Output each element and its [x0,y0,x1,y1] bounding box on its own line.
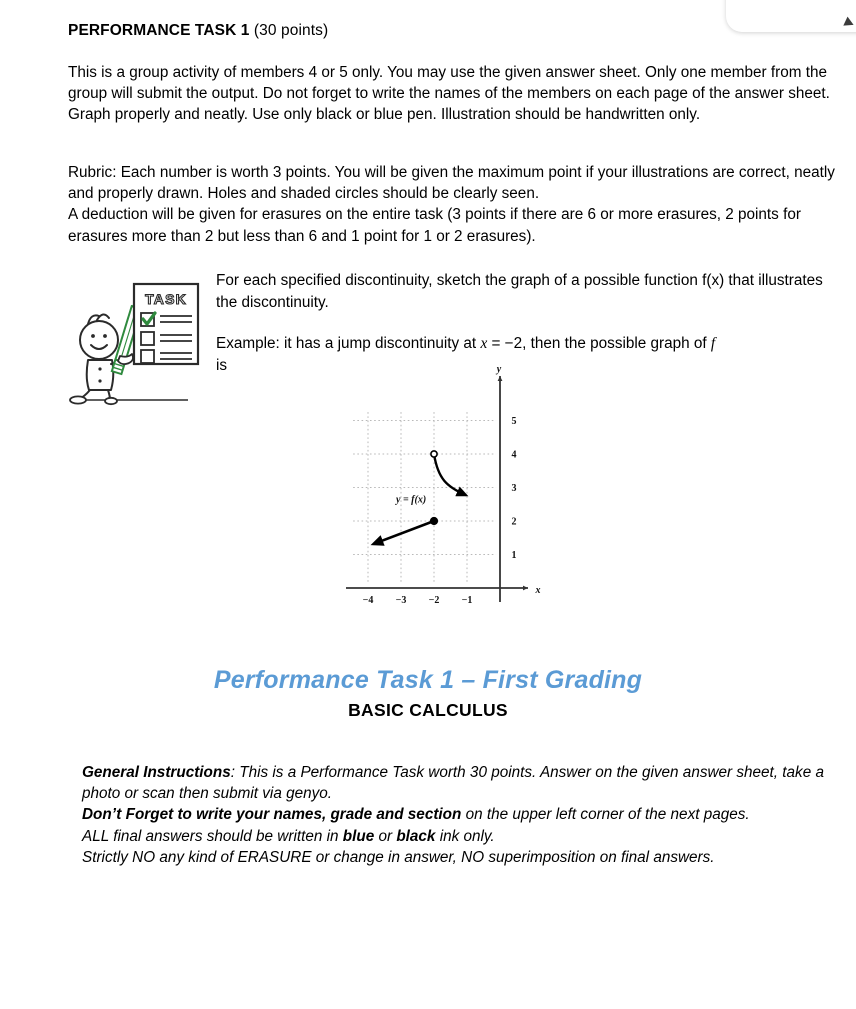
general-instructions-text-2: on the upper left corner of the next pages. [461,806,750,824]
y-axis-label: y [496,364,502,375]
task-instruction: For each specified discontinuity, sketch the graph of a possible function f(x) that illustrates the discontinuity. [216,272,823,311]
general-instructions-block [82,762,838,868]
task-instruction-block [216,270,836,376]
discontinuity-graph [340,362,550,612]
ink-text-b: or [374,827,397,845]
rubric-line-2: A deduction will be given for erasures on the entire task (3 points if there are 6 or more erasures, 2 points for erasures more than 2 but less than 6 and 1 point for 1 or 2 erasures). [68,206,801,245]
intro-text: This is a group activity of members 4 or 5 only. You may use the given answer sheet. Only one member from the group will submit the output. Do not forget to write the names of the members on each page of the answer sheet. [68,64,830,103]
page-title-main: PERFORMANCE TASK 1 [68,22,250,39]
rubric-line-1: Rubric: Each number is worth 3 points. You will be given the maximum point if your illustrations are correct, neatly and properly drawn. Holes and shaded circles should be clearly seen. [68,164,835,203]
general-instructions-label: General Instructions [82,764,231,781]
page-title-points: (30 points) [253,22,329,39]
y-tick-label: 4 [511,449,517,461]
x-axis-arrow [523,586,528,591]
svg-text:TASK: TASK [145,291,187,307]
jump-discontinuity-chart [340,362,550,612]
task-example-var: x [480,335,488,352]
function-label: y = f(x) [396,494,427,506]
ink-black-label: black [396,827,436,845]
y-tick-label: 2 [511,516,517,528]
general-instructions-line-1 [82,762,838,804]
intro-paragraph [68,62,838,126]
rubric-paragraph [68,162,838,247]
task-example-prefix: Example: it has a jump discontinuity at [216,335,481,352]
segment-branch-lower [374,521,434,544]
task-spacer [216,313,836,333]
curve-branch-upper [434,454,465,495]
x-tick-label: −4 [362,595,374,606]
open-circle-marker [431,451,437,457]
task-example-end: is [216,356,228,374]
ink-text-a: ALL final answers should be written in [82,827,343,845]
stick-figure-with-task-checklist-icon [64,272,206,408]
general-instructions-line-3 [82,826,838,847]
corner-overlay-artifact [726,0,856,32]
subject-heading: BASIC CALCULUS [348,700,508,720]
task-example-value: −2 [504,335,523,352]
general-instructions-line-4: Strictly NO any kind of ERASURE or change in answer, NO superimposition on final answers. [82,848,715,866]
ink-text-c: ink only. [435,827,495,845]
x-tick-label: −1 [461,595,473,606]
x-tick-label: −3 [395,595,407,606]
task-example-eq: = [487,335,505,352]
y-tick-label: 3 [511,483,517,495]
page-title [68,22,328,40]
y-tick-label: 1 [511,550,517,562]
dont-forget-label: Don’t Forget to write your names, grade and section [82,806,462,824]
task-clipart [64,272,206,408]
general-instructions-text-1: : This is a Performance Task worth 30 points. Answer on the given answer sheet, take a photo or scan then submit via genyo. [82,764,824,803]
task-example-f: f [710,335,716,352]
ink-blue-label: blue [342,827,375,845]
filled-dot-marker [430,517,438,525]
y-tick-label: 5 [511,416,517,428]
task-example-suffix: , then the possible graph of [522,335,711,352]
general-instructions-line-2 [82,804,838,825]
intro-text-line2: Graph properly and neatly. Use only black or blue pen. Illustration should be handwritten only. [68,106,701,124]
y-axis-arrow [498,376,503,381]
x-tick-label: −2 [428,595,440,606]
performance-task-heading: Performance Task 1 – First Grading [213,666,643,694]
x-axis-label: x [535,585,541,596]
